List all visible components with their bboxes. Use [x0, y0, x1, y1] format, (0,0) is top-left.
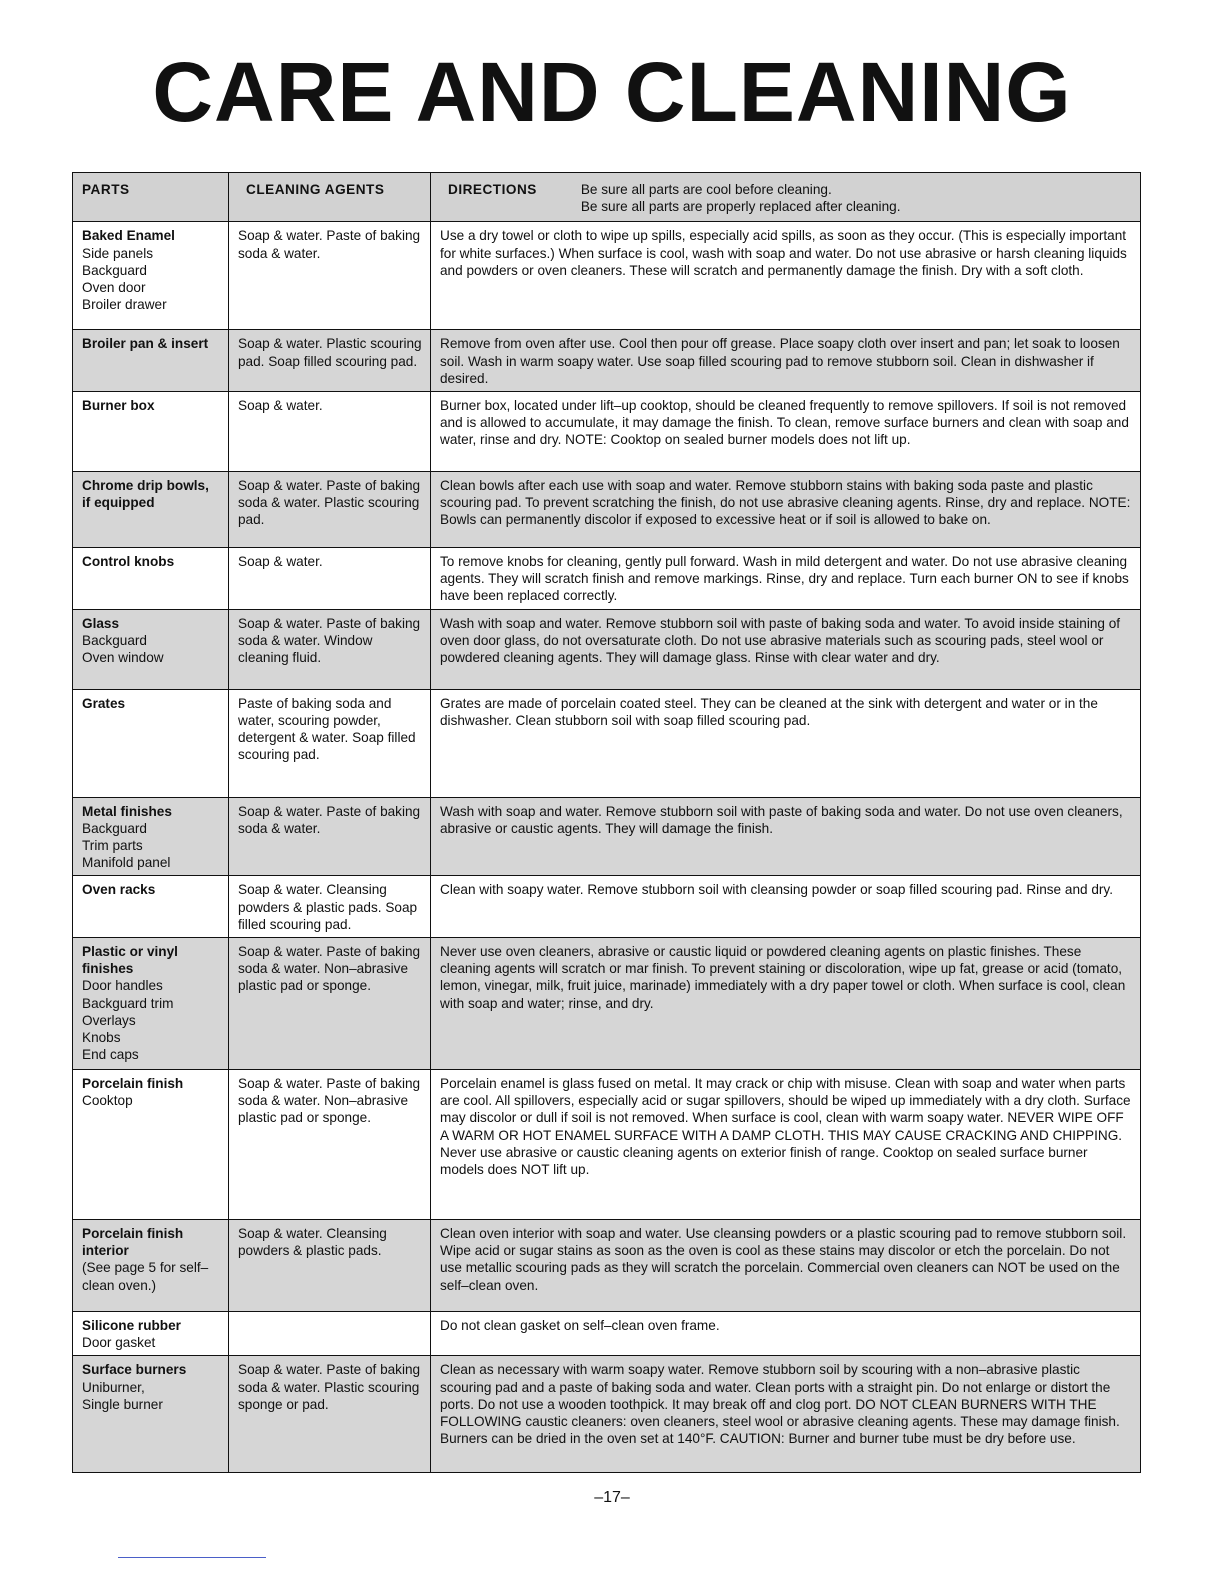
part-subitem: Backguard [82, 632, 147, 648]
footer-rule [118, 1557, 266, 1558]
directions-cell: Remove from oven after use. Cool then pour off grease. Place soapy cloth over insert and pan; let soak to loosen soil. Wash in warm soapy water. Use soap filled scouring pad to remove stubborn soil. Clean in dishwasher if desired. [431, 330, 1141, 392]
directions-cell: Burner box, located under lift–up cooktop, should be cleaned frequently to remove spillovers. If soil is not removed and is allowed to accumulate, it may damage the finish. To clean, remove surface burners and clean with soap and water, rinse and dry. NOTE: Cooktop on sealed burner models does not lift up. [431, 392, 1141, 472]
cleaning-agents-cell: Soap & water. Paste of baking soda & water. Plastic scouring sponge or pad. [229, 1356, 431, 1473]
directions-cell: Porcelain enamel is glass fused on metal. It may crack or chip with misuse. Clean with soap and water when parts are cool. All spillovers, especially acid or sugar spillovers, should be wiped up immediately with a dry cloth. Surface may discolor or dull if soil is not removed. When surface is cool, clean with warm soapy water. NEVER WIPE OFF A WARM OR HOT ENAMEL SURFACE WITH A DAMP CLOTH. THIS MAY CAUSE CRACKING AND CHIPPING. Never use abrasive or caustic cleaning agents on exterior finish of range. Cooktop on sealed surface burner models does NOT lift up. [431, 1070, 1141, 1220]
directions-cell: Clean bowls after each use with soap and water. Remove stubborn stains with baking soda paste and plastic scouring pad. To prevent scratching the finish, do not use abrasive cleaning agents. Rinse, dry and replace. NOTE: Bowls can permanently discolor if exposed to excessive heat or if soil is allowed to bake on. [431, 472, 1141, 548]
directions-cell: Wash with soap and water. Remove stubborn soil with paste of baking soda and water. To avoid inside staining of oven door glass, do not oversaturate cloth. Do not use abrasive materials such as scouring pads, steel wool or powdered cleaning agents. They will damage glass. Rinse with clear water and dry. [431, 609, 1141, 689]
cleaning-agents-cell: Paste of baking soda and water, scouring powder, detergent & water. Soap filled scouring pad. [229, 689, 431, 797]
table-row [73, 1356, 1141, 1473]
part-name: Chrome drip bowls, if equipped [82, 478, 209, 511]
part-subitem: Single burner [82, 1396, 163, 1412]
part-subitem: Manifold panel [82, 855, 171, 871]
table-row [73, 1070, 1141, 1220]
cleaning-agents-cell: Soap & water. Paste of baking soda & water. Window cleaning fluid. [229, 609, 431, 689]
cleaning-agents-cell: Soap & water. Paste of baking soda & water. Non–abrasive plastic pad or sponge. [229, 1070, 431, 1220]
part-subitem: Backguard [82, 262, 147, 278]
part-cell [73, 222, 229, 330]
care-table [72, 172, 1141, 1473]
part-subitem: Door gasket [82, 1335, 156, 1351]
part-cell [73, 1220, 229, 1312]
part-cell [73, 876, 229, 938]
part-subitem: Broiler drawer [82, 297, 167, 313]
part-cell [73, 548, 229, 610]
table-row [73, 797, 1141, 876]
part-cell [73, 392, 229, 472]
table-row [73, 548, 1141, 610]
part-name: Burner box [82, 398, 155, 414]
part-name: Surface burners [82, 1362, 187, 1378]
table-header-row [73, 173, 1141, 222]
part-cell [73, 1356, 229, 1473]
directions-cell: Clean oven interior with soap and water. Use cleansing powders or a plastic scouring pad to remove stubborn soil. Wipe acid or sugar stains as soon as the oven is cool as these stains may discolor or etch the porcelain. Do not use metallic scouring pads as they will scratch the porcelain. Commercial oven cleaners can NOT be used on the self–clean oven. [431, 1220, 1141, 1312]
page-number: –17– [594, 1489, 630, 1506]
cleaning-agents-cell: Soap & water. Cleansing powders & plastic pads. Soap filled scouring pad. [229, 876, 431, 938]
header-parts: PARTS [73, 173, 229, 222]
directions-cell: Wash with soap and water. Remove stubborn soil with paste of baking soda and water. Do not use oven cleaners, abrasive or caustic agents. They will damage the finish. [431, 797, 1141, 876]
part-name: Baked Enamel [82, 228, 175, 244]
table-row [73, 1220, 1141, 1312]
part-name: Porcelain finish [82, 1076, 184, 1092]
part-subitem: Overlays [82, 1012, 136, 1028]
part-name: Broiler pan & insert [82, 336, 209, 352]
table-row [73, 876, 1141, 938]
part-name: Plastic or vinyl finishes [82, 944, 178, 977]
page-title: CARE AND CLEANING [152, 45, 1072, 139]
directions-cell: Clean with soapy water. Remove stubborn soil with cleansing powder or soap filled scouring pad. Rinse and dry. [431, 876, 1141, 938]
part-cell [73, 689, 229, 797]
part-cell [73, 797, 229, 876]
part-name: Glass [82, 615, 120, 631]
part-name: Control knobs [82, 554, 175, 570]
part-cell [73, 1312, 229, 1356]
part-cell [73, 472, 229, 548]
header-directions-label: DIRECTIONS [448, 182, 537, 197]
part-name: Oven racks [82, 882, 156, 898]
part-subitem: Side panels [82, 245, 154, 261]
directions-cell: Do not clean gasket on self–clean oven frame. [431, 1312, 1141, 1356]
part-name: Silicone rubber [82, 1318, 181, 1334]
part-cell [73, 1070, 229, 1220]
cleaning-agents-cell: Soap & water. Paste of baking soda & water. [229, 222, 431, 330]
part-subitem: Cooktop [82, 1093, 133, 1109]
table-row [73, 330, 1141, 392]
directions-cell: Grates are made of porcelain coated steel. They can be cleaned at the sink with detergent and water or in the dishwasher. Clean stubborn soil with soap filled scouring pad. [431, 689, 1141, 797]
header-note-replaced: Be sure all parts are properly replaced after cleaning. [580, 199, 901, 215]
part-name: Metal finishes [82, 803, 172, 819]
table-row [73, 609, 1141, 689]
table-row [73, 392, 1141, 472]
header-note-cool: Be sure all parts are cool before cleaning. [580, 182, 832, 197]
part-cell [73, 938, 229, 1070]
part-subitem: Uniburner, [82, 1379, 145, 1395]
cleaning-agents-cell: Soap & water. Paste of baking soda & water. Plastic scouring pad. [229, 472, 431, 548]
part-subitem: Door handles [82, 978, 163, 994]
part-subitem: Backguard [82, 820, 147, 836]
part-subitem: End caps [82, 1047, 139, 1063]
cleaning-agents-cell: Soap & water. Paste of baking soda & water. Non–abrasive plastic pad or sponge. [229, 938, 431, 1070]
part-cell [73, 609, 229, 689]
directions-cell: Use a dry towel or cloth to wipe up spills, especially acid spills, as soon as they occur. (This is especially important for white surfaces.) When surface is cool, wash with soap and water. Do not use abrasive or harsh cleaning liquids and powders or oven cleaners. These will scratch and permanently damage the finish. Dry with a soft cloth. [431, 222, 1141, 330]
table-row [73, 938, 1141, 1070]
table-row [73, 472, 1141, 548]
part-subitem: (See page 5 for self–clean oven.) [82, 1260, 209, 1293]
header-directions [431, 173, 1141, 222]
part-cell [73, 330, 229, 392]
part-name: Porcelain finish interior [82, 1226, 184, 1259]
table-row [73, 689, 1141, 797]
cleaning-agents-cell: Soap & water. [229, 392, 431, 472]
table-row [73, 1312, 1141, 1356]
cleaning-agents-cell: Soap & water. [229, 548, 431, 610]
part-subitem: Oven window [82, 650, 164, 666]
part-subitem: Trim parts [82, 838, 143, 854]
cleaning-agents-cell: Soap & water. Paste of baking soda & water. [229, 797, 431, 876]
part-name: Grates [82, 695, 126, 711]
part-subitem: Knobs [82, 1030, 121, 1046]
directions-cell: Never use oven cleaners, abrasive or caustic liquid or powdered cleaning agents on plastic finishes. These cleaning agents will scratch or mar finish. To prevent staining or discoloration, wipe up fat, grease or acid (tomato, lemon, vinegar, milk, fruit juice, marinade) immediately with a dry paper towel or cloth. When surface is cool, clean with soap and water; rinse, and dry. [431, 938, 1141, 1070]
part-subitem: Oven door [82, 280, 146, 296]
table-row [73, 222, 1141, 330]
cleaning-agents-cell [229, 1312, 431, 1356]
directions-cell: To remove knobs for cleaning, gently pull forward. Wash in mild detergent and water. Do not use abrasive cleaning agents. They will scratch finish and remove markings. Rinse, dry and replace. Turn each burner ON to see if knobs have been replaced correctly. [431, 548, 1141, 610]
directions-cell: Clean as necessary with warm soapy water. Remove stubborn soil by scouring with a non–abrasive plastic scouring pad and a paste of baking soda and water. Clean ports with a straight pin. Do not enlarge or distort the ports. Do not use a wooden toothpick. It may break off and clog port. DO NOT CLEAN BURNERS WITH THE FOLLOWING caustic cleaners: oven cleaners, steel wool or abrasive cleaning agents. These may damage finish. Burners can be dried in the oven set at 140°F. CAUTION: Burner and burner tube must be dry before use. [431, 1356, 1141, 1473]
cleaning-agents-cell: Soap & water. Cleansing powders & plastic pads. [229, 1220, 431, 1312]
cleaning-agents-cell: Soap & water. Plastic scouring pad. Soap filled scouring pad. [229, 330, 431, 392]
header-cleaning-agents: CLEANING AGENTS [229, 173, 431, 222]
part-subitem: Backguard trim [82, 995, 174, 1011]
